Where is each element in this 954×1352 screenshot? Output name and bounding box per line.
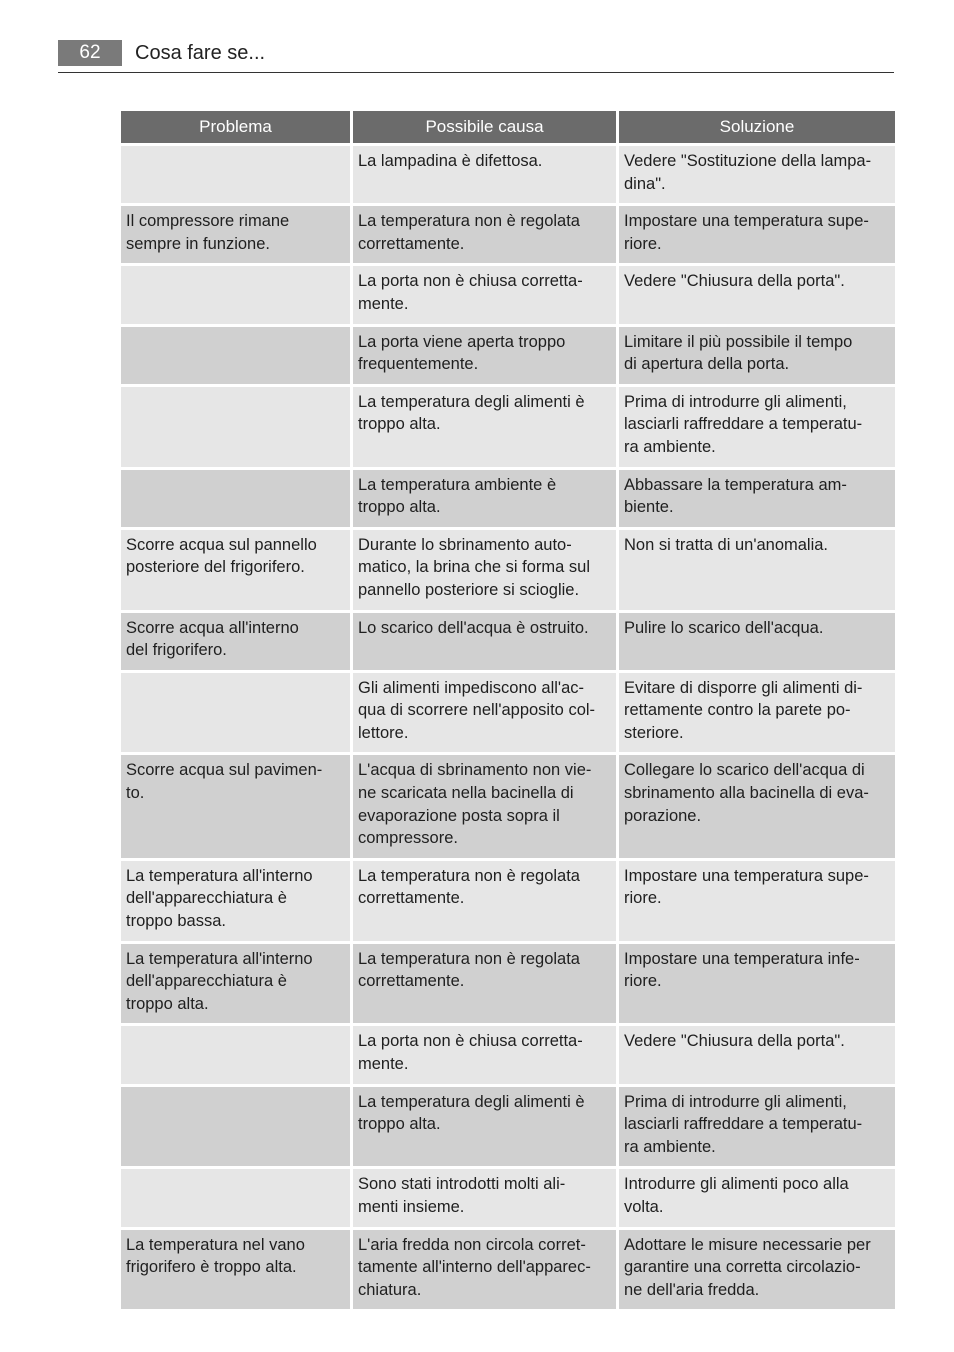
cell-cause: La lampadina è difettosa.	[353, 146, 616, 203]
cell-cause: La porta viene aperta troppo frequentemente.	[353, 327, 616, 384]
table-row	[121, 1169, 895, 1226]
column-header-solution: Soluzione	[619, 111, 895, 143]
cell-cause: Gli alimenti impediscono all'ac- qua di scorrere nell'apposito col- lettore.	[353, 673, 616, 753]
table-row	[121, 1026, 895, 1083]
page-number: 62	[58, 40, 122, 66]
cell-solution: Evitare di disporre gli alimenti di- rettamente contro la parete po- steriore.	[619, 673, 895, 753]
cell-cause: La temperatura degli alimenti è troppo alta.	[353, 387, 616, 467]
cell-solution: Impostare una temperatura supe- riore.	[619, 206, 895, 263]
table-row	[121, 861, 895, 941]
table-row	[121, 387, 895, 467]
section-title: Cosa fare se...	[135, 42, 266, 64]
cell-cause: La temperatura non è regolata correttamente.	[353, 206, 616, 263]
cell-solution: Introdurre gli alimenti poco alla volta.	[619, 1169, 895, 1226]
table-row	[121, 146, 895, 203]
cell-solution: Impostare una temperatura infe- riore.	[619, 944, 895, 1024]
cell-solution: Non si tratta di un'anomalia.	[619, 530, 895, 610]
cell-problem	[121, 470, 350, 527]
cell-cause: La porta non è chiusa corretta- mente.	[353, 1026, 616, 1083]
column-header-cause: Possibile causa	[353, 111, 616, 143]
cell-cause: L'acqua di sbrinamento non vie- ne scaricata nella bacinella di evaporazione posta sopra il compressore.	[353, 755, 616, 857]
cell-solution: Vedere "Sostituzione della lampa- dina".	[619, 146, 895, 203]
cell-solution: Abbassare la temperatura am- biente.	[619, 470, 895, 527]
cell-cause: Sono stati introdotti molti ali- menti insieme.	[353, 1169, 616, 1226]
cell-solution: Vedere "Chiusura della porta".	[619, 266, 895, 323]
cell-problem: La temperatura all'interno dell'apparecchiatura è troppo bassa.	[121, 861, 350, 941]
cell-cause: Lo scarico dell'acqua è ostruito.	[353, 613, 616, 670]
table-row	[121, 470, 895, 527]
cell-solution: Adottare le misure necessarie per garantire una corretta circolazio- ne dell'aria fredda.	[619, 1230, 895, 1310]
cell-cause: La porta non è chiusa corretta- mente.	[353, 266, 616, 323]
table-row	[121, 206, 895, 263]
column-header-problem: Problema	[121, 111, 350, 143]
cell-solution: Impostare una temperatura supe- riore.	[619, 861, 895, 941]
cell-problem: Scorre acqua sul pannello posteriore del frigorifero.	[121, 530, 350, 610]
troubleshooting-table	[118, 108, 898, 1312]
cell-problem	[121, 266, 350, 323]
cell-cause: La temperatura ambiente è troppo alta.	[353, 470, 616, 527]
table-row	[121, 530, 895, 610]
table-row	[121, 1230, 895, 1310]
cell-cause: La temperatura non è regolata correttamente.	[353, 944, 616, 1024]
table-row	[121, 1087, 895, 1167]
table-row	[121, 327, 895, 384]
table-body	[121, 146, 895, 1309]
cell-cause: L'aria fredda non circola corret- tamente all'interno dell'apparec- chiatura.	[353, 1230, 616, 1310]
cell-cause: Durante lo sbrinamento auto- matico, la brina che si forma sul pannello posteriore si scioglie.	[353, 530, 616, 610]
cell-problem	[121, 1169, 350, 1226]
cell-solution: Prima di introdurre gli alimenti, lasciarli raffreddare a temperatu- ra ambiente.	[619, 387, 895, 467]
table-row	[121, 673, 895, 753]
table-row	[121, 266, 895, 323]
cell-problem	[121, 1087, 350, 1167]
cell-problem	[121, 387, 350, 467]
cell-problem: Scorre acqua all'interno del frigorifero.	[121, 613, 350, 670]
cell-problem: Il compressore rimane sempre in funzione.	[121, 206, 350, 263]
cell-problem: Scorre acqua sul pavimen- to.	[121, 755, 350, 857]
cell-cause: La temperatura degli alimenti è troppo alta.	[353, 1087, 616, 1167]
cell-problem: La temperatura nel vano frigorifero è troppo alta.	[121, 1230, 350, 1310]
cell-solution: Pulire lo scarico dell'acqua.	[619, 613, 895, 670]
cell-solution: Vedere "Chiusura della porta".	[619, 1026, 895, 1083]
cell-problem: La temperatura all'interno dell'apparecchiatura è troppo alta.	[121, 944, 350, 1024]
table-row	[121, 755, 895, 857]
page-header	[58, 40, 894, 73]
table-header-row	[121, 111, 895, 143]
cell-solution: Prima di introdurre gli alimenti, lasciarli raffreddare a temperatu- ra ambiente.	[619, 1087, 895, 1167]
cell-problem	[121, 1026, 350, 1083]
cell-problem	[121, 673, 350, 753]
cell-solution: Limitare il più possibile il tempo di apertura della porta.	[619, 327, 895, 384]
table-row	[121, 944, 895, 1024]
cell-cause: La temperatura non è regolata correttamente.	[353, 861, 616, 941]
cell-problem	[121, 146, 350, 203]
table-row	[121, 613, 895, 670]
cell-solution: Collegare lo scarico dell'acqua di sbrinamento alla bacinella di eva- porazione.	[619, 755, 895, 857]
cell-problem	[121, 327, 350, 384]
